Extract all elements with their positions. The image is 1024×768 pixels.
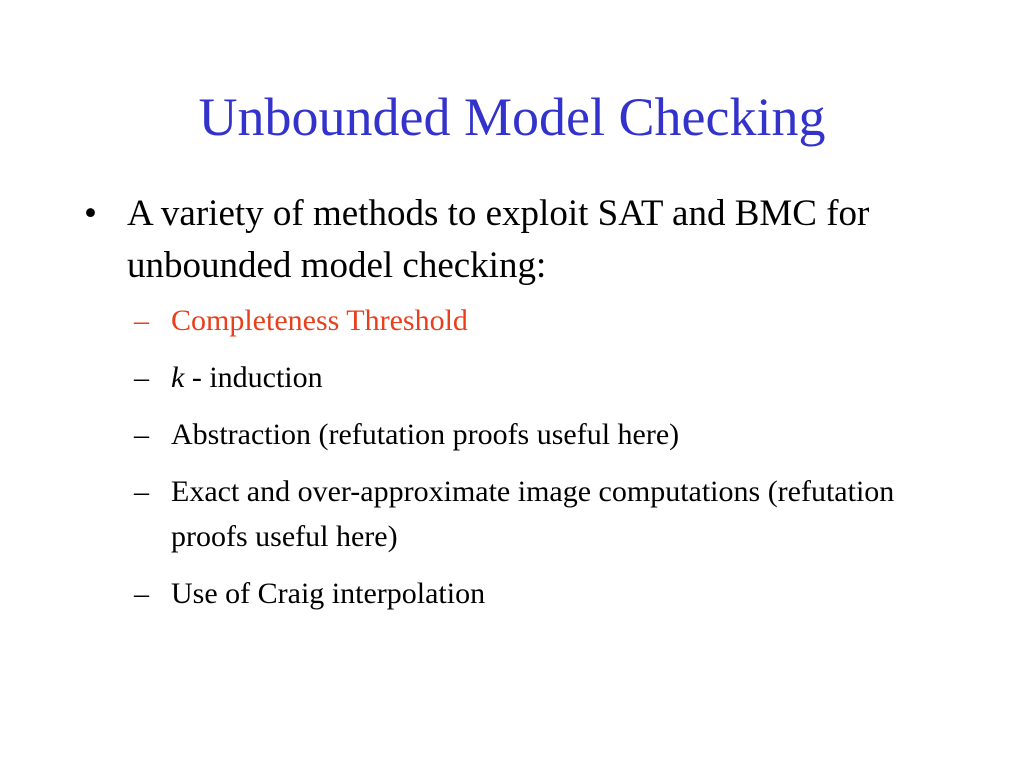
sub-item-abstraction xyxy=(134,412,944,457)
sub-item-image-computations xyxy=(134,469,944,559)
bullet-marker: • xyxy=(84,193,97,234)
sub-item-craig-interpolation xyxy=(134,571,944,616)
dash-marker: – xyxy=(134,577,149,610)
sub-item-k-induction xyxy=(134,355,944,400)
sub-item-text: Abstraction (refutation proofs useful here) xyxy=(171,418,680,451)
sub-item-completeness-threshold xyxy=(134,298,944,343)
dash-marker: – xyxy=(134,304,149,337)
sub-list xyxy=(84,298,944,616)
dash-marker: – xyxy=(134,418,149,451)
sub-item-text: Completeness Threshold xyxy=(171,304,468,337)
sub-item-text: - induction xyxy=(184,361,323,394)
dash-marker: – xyxy=(134,475,149,508)
dash-marker: – xyxy=(134,361,149,394)
sub-item-text: Exact and over-approximate image computations (refutation proofs useful here) xyxy=(171,475,895,553)
slide-title: Unbounded Model Checking xyxy=(198,87,826,147)
bullet-text: A variety of methods to exploit SAT and BMC for unbounded model checking: xyxy=(127,193,870,286)
bullet-list xyxy=(84,188,944,628)
bullet-item xyxy=(84,188,944,292)
sub-item-text: Use of Craig interpolation xyxy=(171,577,486,610)
sub-item-variable: k xyxy=(171,361,185,394)
